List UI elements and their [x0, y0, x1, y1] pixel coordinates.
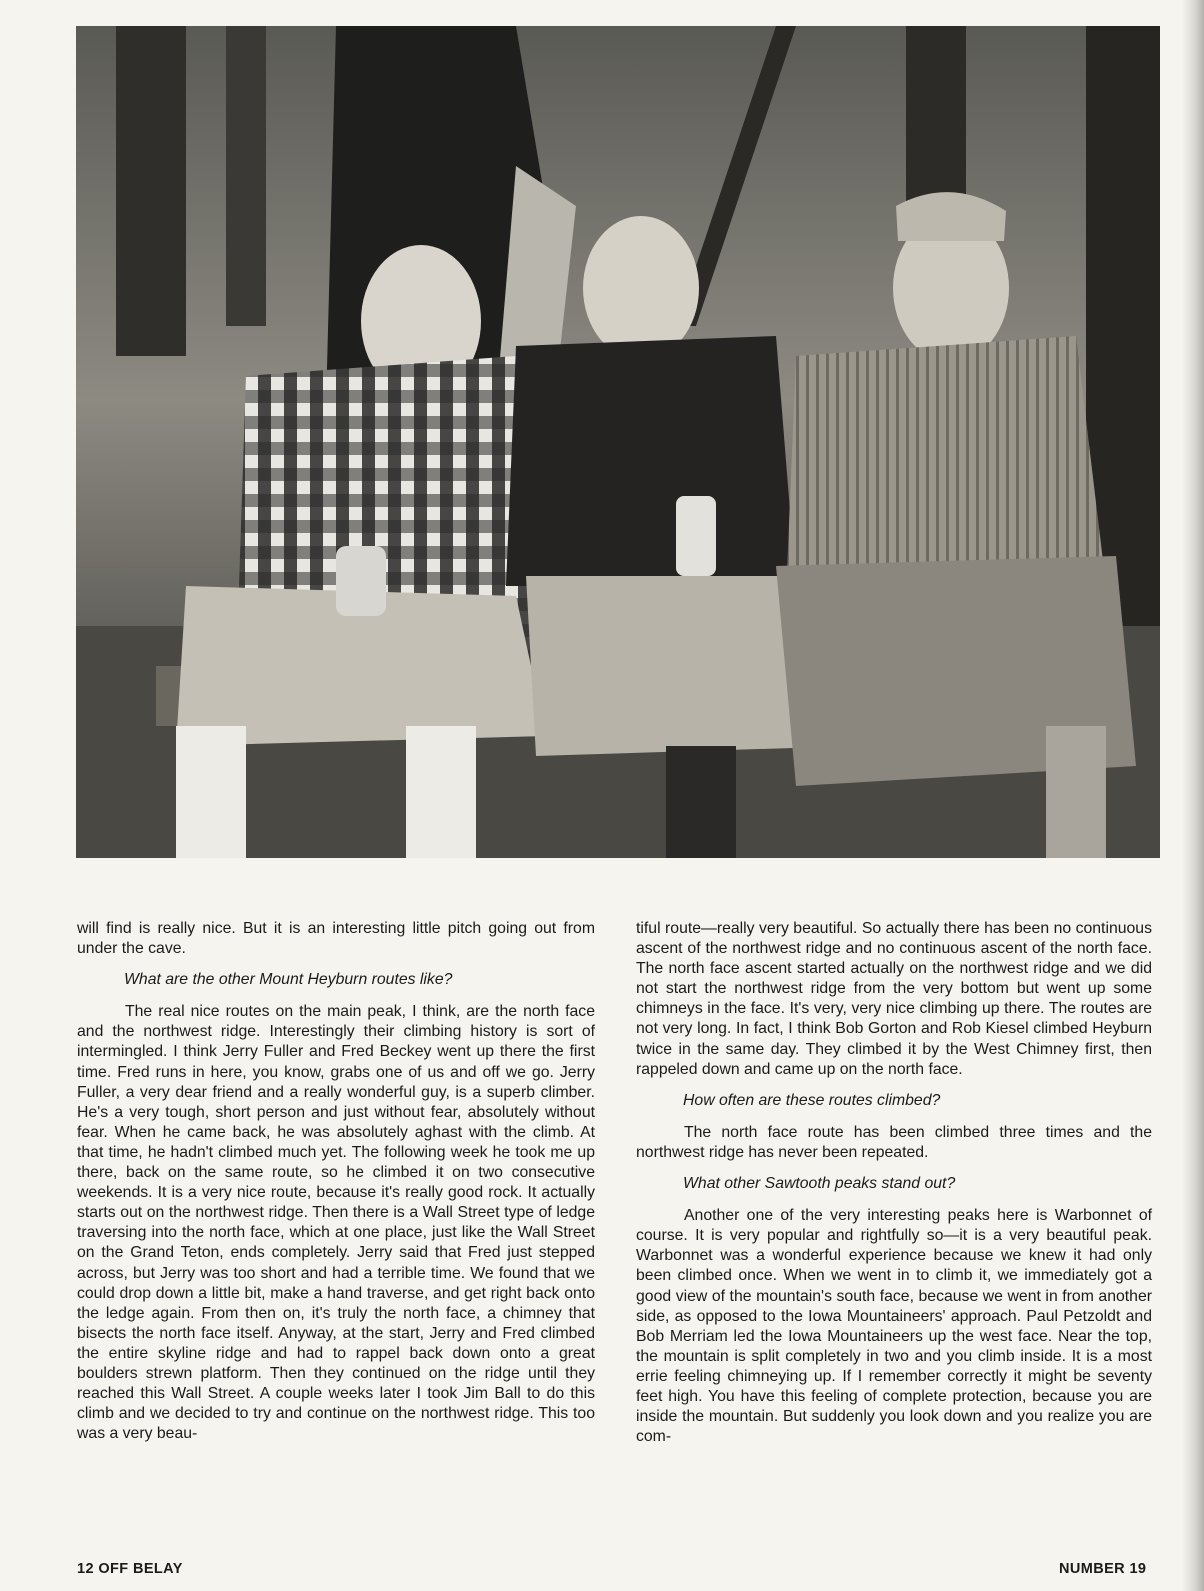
- page-edge-shadow: [1182, 0, 1204, 1591]
- paragraph-warbonnet: Another one of the very interesting peaks here is Warbonnet of course. It is very popular and rightfully so—it is a very beautiful peak. Warbonnet was a wonderful experience because we knew it had only been climbed once. When we went in to climb it, we immediately got a good view of the mountain's south face, because we went in from another side, as opposed to the Iowa Mountaineers' approach. Paul Petzoldt and Bob Merriam led the Iowa Mountaineers up the west face. Near the top, the mountain is split completely in two and you climb inside. It is a most errie feeling chimneying up. If I remember correctly it might be seventy feet high. You have this feeling of complete protection, because you are inside the mountain. But suddenly you look down and you realize you are com-: [636, 1207, 1152, 1446]
- footer-page-number: 12 OFF BELAY: [77, 1561, 183, 1577]
- footer-issue-number: NUMBER 19: [1059, 1561, 1147, 1577]
- article-left-column: [77, 919, 595, 1444]
- paragraph-north-face-history: The real nice routes on the main peak, I think, are the north face and the northwest ridge. Interestingly their climbing history is sort of intermingled. I think Jerry Fuller and Fred Beckey went up there the first time. Fred runs in here, you know, grabs one of us and off we go. Jerry Fuller, a very dear friend and a really wonderful guy, is a superb climber. He's a very tough, short person and just without fear, absolutely without fear. When he came back, he was absolutely aghast with the climb. At that time, he hadn't climbed much yet. The following week he took me up there, back on the same route, so he climbed it on two consecutive weekends. It is a very nice route, because it's really good rock. It actually starts out on the northwest ridge. Then there is a Wall Street type of ledge traversing into the north face, which at one place, just like the Wall Street on the Grand Teton, ends completely. Jerry said that Fred just stepped across, but Jerry was too short and had a terrible time. We found that we could drop down a little bit, make a hand traverse, and get right back onto the ledge again. From then on, it's truly the north face, a chimney that bisects the north face itself. Anyway, at the start, Jerry and Fred climbed the entire skyline ridge and had to rappel back down onto a great boulders strewn platform. Then they continued on the ridge until they reached this Wall Street. A couple weeks later I took Jim Ball to do this climb and we decided to try and continue on the northwest ridge. This too was a very beau-: [77, 1003, 595, 1443]
- question-other-peaks: What other Sawtooth peaks stand out?: [683, 1175, 956, 1193]
- climbers-photo: [76, 26, 1160, 858]
- question-heyburn-routes: What are the other Mount Heyburn routes like?: [124, 971, 453, 989]
- question-how-often: How often are these routes climbed?: [683, 1091, 941, 1109]
- paragraph-climbed-three-times: The north face route has been climbed three times and the northwest ridge has never been repeated.: [636, 1123, 1152, 1161]
- article-right-column: [636, 919, 1152, 1447]
- paragraph-cave-pitch: will find is really nice. But it is an interesting little pitch going out from under the cave.: [77, 920, 595, 958]
- paragraph-beautiful-route: tiful route—really very beautiful. So actually there has been no continuous ascent of the northwest ridge and no continuous ascent of the north face. The north face ascent started actually on the northwest ridge and we did not start the northwest ridge from the very bottom but went up some chimneys in the face. It's very, very nice climbing up there. The routes are not very long. In fact, I think Bob Gorton and Rob Kiesel climbed Heyburn twice in the same day. They climbed it by the West Chimney first, then rappeled down and came up on the north face.: [636, 920, 1152, 1078]
